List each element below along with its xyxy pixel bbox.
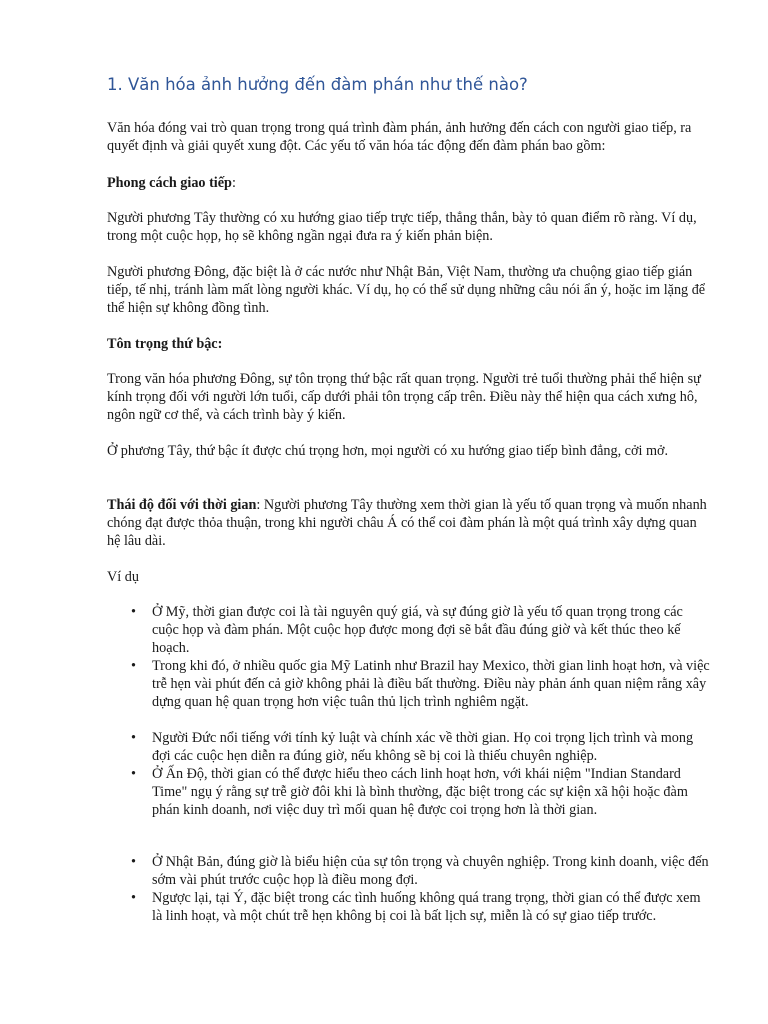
list-item-text: Ở Nhật Bản, đúng giờ là biểu hiện của sự tôn trọng và chuyên nghiệp. Trong kinh doanh, việc đến sớm vài phút trước cuộc họp là điều mong đợi. [152, 854, 709, 888]
bullet-icon: • [131, 658, 136, 674]
communication-title: Phong cách giao tiếp [107, 175, 232, 191]
hierarchy-heading: Tôn trọng thứ bậc: [107, 336, 223, 352]
examples-list-group-3 [107, 853, 707, 925]
communication-heading [107, 174, 707, 192]
examples-list-group-2 [107, 729, 707, 819]
list-item-text: Người Đức nổi tiếng với tính kỷ luật và chính xác về thời gian. Họ coi trọng lịch trình và mong đợi các cuộc hẹn diễn ra đúng giờ, nếu không sẽ bị coi là thiếu chuyên nghiệp. [152, 730, 694, 764]
list-item [107, 657, 712, 711]
intro-paragraph: Văn hóa đóng vai trò quan trọng trong quá trình đàm phán, ảnh hưởng đến cách con người giao tiếp, ra quyết định và giải quyết xung đột. Các yếu tố văn hóa tác động đến đàm phán bao gồm: [107, 120, 692, 154]
bullet-icon: • [131, 730, 136, 746]
examples-label: Ví dụ [107, 569, 139, 585]
list-item [107, 729, 712, 765]
list-item [107, 889, 712, 925]
western-hierarchy-paragraph: Ở phương Tây, thứ bậc ít được chú trọng hơn, mọi người có xu hướng giao tiếp bình đẳng, cởi mở. [107, 443, 669, 459]
bullet-icon: • [131, 854, 136, 870]
communication-colon: : [231, 175, 236, 191]
time-attitude-text: : Người phương Tây thường xem thời gian là yếu tố quan trọng và muốn nhanh chóng đạt được thỏa thuận, trong khi người châu Á có thể coi đàm phán là một quá trình xây dựng quan hệ lâu dài. [107, 497, 707, 549]
list-item-text: Ngược lại, tại Ý, đặc biệt trong các tình huống không quá trang trọng, thời gian có thể được xem là linh hoạt, và một chút trễ hẹn không bị coi là bất lịch sự, miễn là có sự giao tiếp trước. [152, 890, 701, 924]
bullet-icon: • [131, 604, 136, 620]
western-communication-paragraph: Người phương Tây thường có xu hướng giao tiếp trực tiếp, thẳng thắn, bày tỏ quan điểm rõ ràng. Ví dụ, trong một cuộc họp, họ sẽ không ngần ngại đưa ra ý kiến phản biện. [107, 210, 697, 244]
bullet-icon: • [131, 766, 136, 782]
eastern-communication-paragraph: Người phương Đông, đặc biệt là ở các nước như Nhật Bản, Việt Nam, thường ưa chuộng giao tiếp gián tiếp, tế nhị, tránh làm mất lòng người khác. Ví dụ, họ có thể sử dụng những câu nói ẩn ý, hoặc im lặng để thể hiện sự không đồng tình. [107, 264, 706, 316]
list-item [107, 765, 712, 819]
time-attitude-paragraph [107, 496, 707, 550]
list-item-text: Ở Ấn Độ, thời gian có thể được hiểu theo cách linh hoạt hơn, với khái niệm "Indian Standard Time" ngụ ý rằng sự trễ giờ đôi khi là bình thường, đặc biệt trong các sự kiện xã hội hoặc đàm phán kinh doanh, nơi việc duy trì mối quan hệ được coi trọng hơn là thời gian. [152, 766, 688, 818]
list-item-text: Trong khi đó, ở nhiều quốc gia Mỹ Latinh như Brazil hay Mexico, thời gian linh hoạt hơn, và việc trễ hẹn vài phút đến cả giờ không phải là điều bất thường. Điều này phản ánh quan niệm rằng xây dựng quan hệ quan trọng hơn việc tuân thủ lịch trình nghiêm ngặt. [152, 658, 710, 710]
bullet-icon: • [131, 890, 136, 906]
list-item [107, 603, 712, 657]
eastern-hierarchy-paragraph: Trong văn hóa phương Đông, sự tôn trọng thứ bậc rất quan trọng. Người trẻ tuổi thường phải thể hiện sự kính trọng đối với người lớn tuổi, cấp dưới phải tôn trọng cấp trên. Điều này thể hiện qua cách xưng hô, ngôn ngữ cơ thể, và cách trình bày ý kiến. [107, 371, 701, 423]
section-heading: 1. Văn hóa ảnh hưởng đến đàm phán như thế nào? [107, 75, 528, 94]
list-item [107, 853, 712, 889]
examples-list-group-1 [107, 603, 710, 711]
time-attitude-title: Thái độ đối với thời gian [107, 497, 257, 513]
list-item-text: Ở Mỹ, thời gian được coi là tài nguyên quý giá, và sự đúng giờ là yếu tố quan trọng trong các cuộc họp và đàm phán. Một cuộc họp được mong đợi sẽ bắt đầu đúng giờ và kết thúc theo kế hoạch. [152, 604, 683, 656]
